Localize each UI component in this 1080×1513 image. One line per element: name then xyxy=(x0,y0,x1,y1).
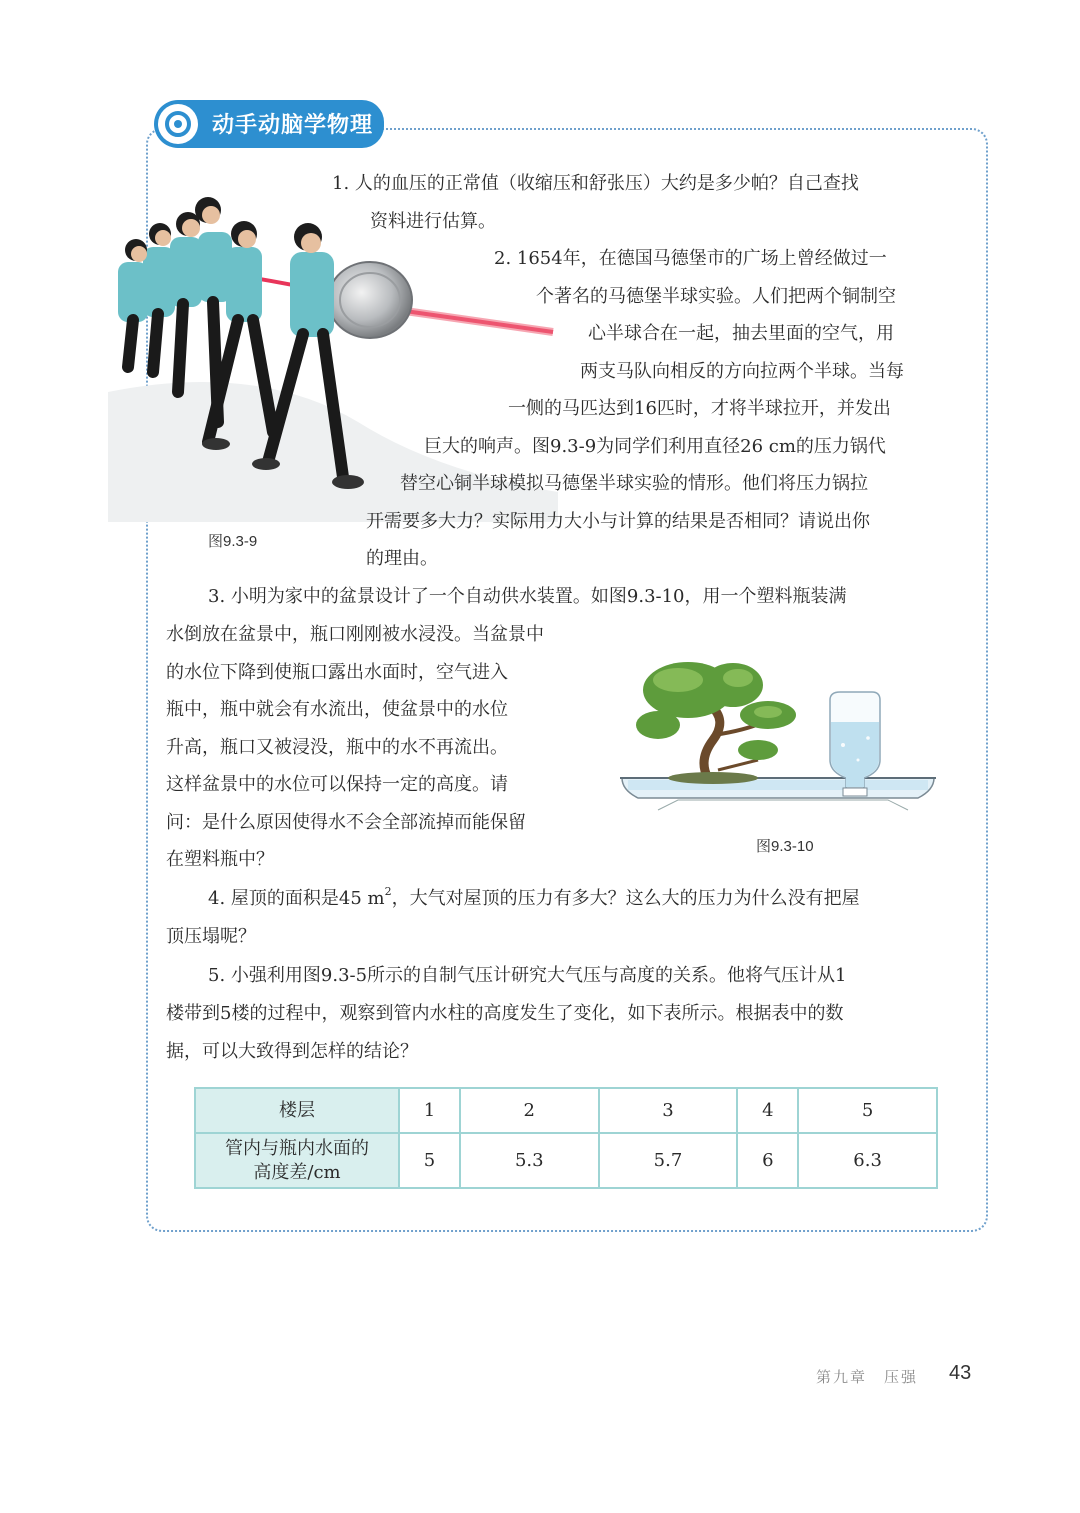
q4-line-1-post: ，大气对屋顶的压力有多大？这么大的压力为什么没有把屋 xyxy=(391,888,860,909)
q2-line: 心半球合在一起，抽去里面的空气，用 xyxy=(588,323,894,344)
q4-line-1-exponent: 2 xyxy=(384,885,392,898)
q3-line: 瓶中，瓶中就会有水流出，使盆景中的水位 xyxy=(166,699,508,720)
q2-line: 个著名的马德堡半球实验。人们把两个铜制空 xyxy=(536,286,896,307)
table-cell: 3 xyxy=(599,1088,738,1133)
figure-9-3-10-bonsai xyxy=(618,650,940,820)
ring-target-icon xyxy=(158,104,198,144)
table-cell: 4 xyxy=(737,1088,798,1133)
q3-line: 3. 小明为家中的盆景设计了一个自动供水装置。如图9.3-10，用一个塑料瓶装满 xyxy=(208,586,847,607)
q5-line: 5. 小强利用图9.3-5所示的自制气压计研究大气压与高度的关系。他将气压计从1 xyxy=(208,965,847,986)
q2-line: 开需要多大力？实际用力大小与计算的结果是否相同？请说出你 xyxy=(366,511,870,532)
q3-line: 的水位下降到使瓶口露出水面时，空气进入 xyxy=(166,662,508,683)
table-cell: 1 xyxy=(399,1088,460,1133)
q1-line-2: 资料进行估算。 xyxy=(370,211,496,232)
section-header xyxy=(154,100,390,148)
q4-line-1 xyxy=(208,880,860,918)
q1-line-1: 1. 人的血压的正常值（收缩压和舒张压）大约是多少帕？自己查找 xyxy=(332,173,859,194)
floor-height-table xyxy=(194,1087,938,1189)
table-cell: 5.3 xyxy=(460,1133,599,1188)
figure-9-3-10-caption: 图9.3-10 xyxy=(756,838,814,855)
q3-line: 问：是什么原因使得水不会全部流掉而能保留 xyxy=(166,812,526,833)
table-header-height-diff-line-1: 管内与瓶内水面的 xyxy=(225,1137,369,1159)
table-cell: 5.7 xyxy=(599,1133,738,1188)
table-cell: 6 xyxy=(737,1133,798,1188)
table-header-height-diff xyxy=(195,1133,399,1188)
footer-chapter: 第九章 压强 xyxy=(816,1368,919,1386)
page-number: 43 xyxy=(949,1362,972,1384)
table-row xyxy=(195,1088,937,1133)
table-row xyxy=(195,1133,937,1188)
table-cell: 2 xyxy=(460,1088,599,1133)
q3-line: 在塑料瓶中？ xyxy=(166,849,274,870)
q2-line: 两支马队向相反的方向拉两个半球。当每 xyxy=(580,361,904,382)
figure-9-3-9-caption: 图9.3-9 xyxy=(208,533,258,550)
table-cell: 5 xyxy=(798,1088,937,1133)
q5-line: 楼带到5楼的过程中，观察到管内水柱的高度发生了变化，如下表所示。根据表中的数 xyxy=(166,1003,844,1024)
q3-line: 水倒放在盆景中，瓶口刚刚被水浸没。当盆景中 xyxy=(166,624,544,645)
q3-line: 这样盆景中的水位可以保持一定的高度。请 xyxy=(166,774,508,795)
q4-line-2: 顶压塌呢？ xyxy=(166,926,256,947)
q2-line: 2. 1654年，在德国马德堡市的广场上曾经做过一 xyxy=(494,248,887,269)
table-header-floor: 楼层 xyxy=(195,1088,399,1133)
section-title: 动手动脑学物理 xyxy=(212,113,374,138)
q5-line: 据，可以大致得到怎样的结论？ xyxy=(166,1041,418,1062)
table-cell: 5 xyxy=(399,1133,460,1188)
q2-line: 替空心铜半球模拟马德堡半球实验的情形。他们将压力锅拉 xyxy=(400,473,868,494)
q4-line-1-pre: 4. 屋顶的面积是45 m xyxy=(208,888,385,909)
table-header-height-diff-line-2: 高度差/cm xyxy=(253,1161,341,1183)
q3-line: 升高，瓶口又被浸没，瓶中的水不再流出。 xyxy=(166,737,508,758)
table-cell: 6.3 xyxy=(798,1133,937,1188)
q2-line: 巨大的响声。图9.3-9为同学们利用直径26 cm的压力锅代 xyxy=(424,436,886,457)
q2-line: 的理由。 xyxy=(366,548,438,569)
q2-line: 一侧的马匹达到16匹时，才将半球拉开，并发出 xyxy=(508,398,891,419)
